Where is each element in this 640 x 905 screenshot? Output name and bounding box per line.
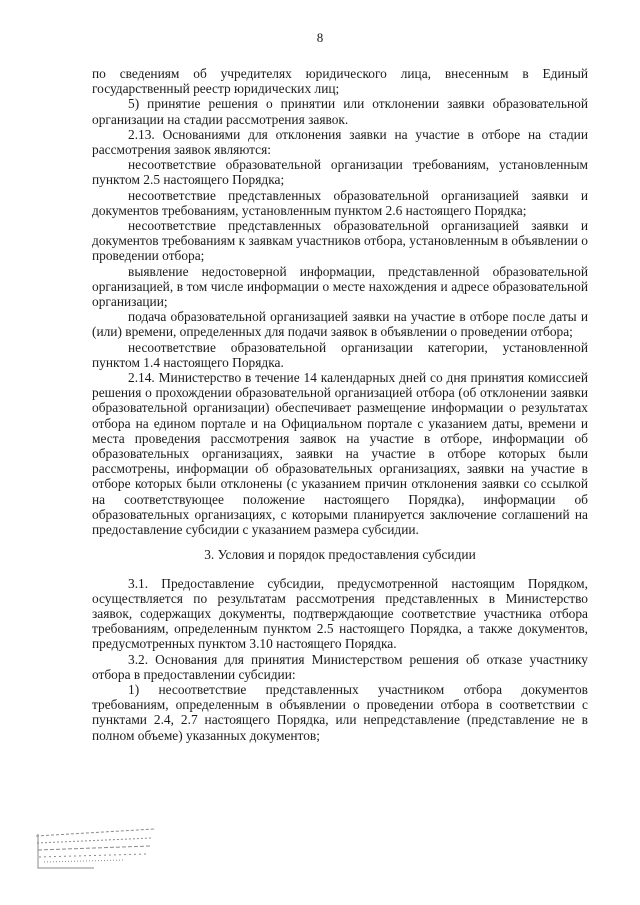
paragraph: 3.1. Предоставление субсидии, предусмотренной настоящим Порядком, осуществляется по результатам рассмотрения представленных в Министерство заявок, содержащих документы, подтверждающие соответствие участника отбора требованиям, определенным пунктом 2.5 настоящего Порядка, а также документов, предусмотренных пунктом 3.10 настоящего Порядка. xyxy=(92,575,588,652)
paragraph: подача образовательной организацией заявки на участие в отборе после даты и (или) времени, определенных для подачи заявок в объявлении о проведении отбора; xyxy=(92,309,588,340)
paragraph: 2.14. Министерство в течение 14 календарных дней со дня принятия комиссией решения о прохождении образовательной организацией отбора (об отклонении заявки образовательной организации) обеспечивает размещение информации о результатах отбора на едином портале и на Официальном портале с указанием даты, времени и места проведения рассмотрения заявок на участие в отборе, информации об образовательных организациях, заявки на участие в отборе которых были рассмотрены, информации об образовательных организациях, заявки на участие в отборе которых были отклонены (с указанием причин отклонения заявки со ссылкой на соответствующее положение настоящего Порядка), информации об образовательных организациях, с которыми планируется заключение соглашений на предоставление субсидии с указанием размера субсидии. xyxy=(92,370,588,538)
paragraph: несоответствие образовательной организации категории, установленной пунктом 1.4 настоящего Порядка. xyxy=(92,339,588,370)
section-heading: 3. Условия и порядок предоставления субсидии xyxy=(204,547,476,563)
paragraph: 1) несоответствие представленных участником отбора документов требованиям, определенным в объявлении о проведении отбора в соответствии с пунктами 2.4, 2.7 настоящего Порядка, или непредставление (представление не в полном объеме) указанных документов; xyxy=(92,681,588,743)
paragraph: 2.13. Основаниями для отклонения заявки на участие в отборе на стадии рассмотрения заявок являются: xyxy=(92,126,588,158)
paragraph: 5) принятие решения о принятии или отклонении заявки образовательной организации на стадии рассмотрения заявок. xyxy=(92,96,588,127)
paragraph: несоответствие образовательной организации требованиям, установленным пунктом 2.5 настоящего Порядка; xyxy=(92,157,588,188)
paragraph: 3.2. Основания для принятия Министерством решения об отказе участнику отбора в предоставлении субсидии: xyxy=(92,651,588,682)
page-number: 8 xyxy=(316,30,324,45)
page-body xyxy=(92,66,588,743)
paragraph: несоответствие представленных образовательной организацией заявки и документов требованиям к заявкам участников отбора, установленным в объявлении о проведении отбора; xyxy=(92,218,588,264)
paragraph: несоответствие представленных образовательной организацией заявки и документов требованиям, установленным пунктом 2.6 настоящего Порядка; xyxy=(92,187,588,218)
paragraph: по сведениям об учредителях юридического лица, внесенным в Единый государственный реестр юридических лиц; xyxy=(92,66,588,97)
stamp-mark xyxy=(34,826,156,870)
paragraph: выявление недостоверной информации, представленной образовательной организацией, в том числе информации о месте нахождения и адресе образовательной организации; xyxy=(92,263,588,310)
stamp-icon xyxy=(34,826,156,870)
